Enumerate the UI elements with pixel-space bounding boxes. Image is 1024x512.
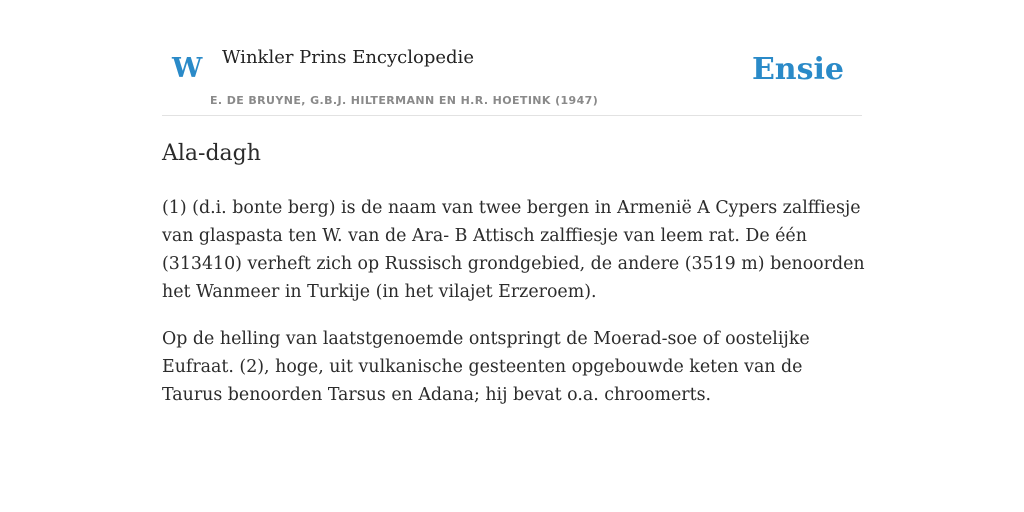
publication-authors: E. DE BRUYNE, G.B.J. HILTERMANN EN H.R. HOETINK (1947) — [210, 94, 599, 107]
article-title: Ala-dagh — [162, 141, 261, 166]
article-paragraph: (1) (d.i. bonte berg) is de naam van twee bergen in Armenië A Cypers zalffiesje van glaspasta ten W. van de Ara- B Attisch zalffiesje van leem rat. De één (313410) verheft zich op Russisch grondgebied, de andere (3519 m) benoorden het Wanmeer in Turkije (in het vilajet Erzeroem). — [162, 198, 865, 302]
publication-title[interactable]: Winkler Prins Encyclopedie — [222, 47, 474, 68]
ensie-logo[interactable]: Ensie — [751, 52, 844, 87]
article — [162, 138, 867, 409]
header — [162, 40, 862, 116]
article-paragraph: Op de helling van laatstgenoemde ontspringt de Moerad-soe of oostelijke Eufraat. (2), hoge, uit vulkanische gesteenten opgebouwde keten van de Taurus benoorden Tarsus en Adana; hij bevat o.a. chroomerts. — [162, 329, 810, 405]
publication-logo-icon[interactable]: W — [172, 53, 203, 84]
